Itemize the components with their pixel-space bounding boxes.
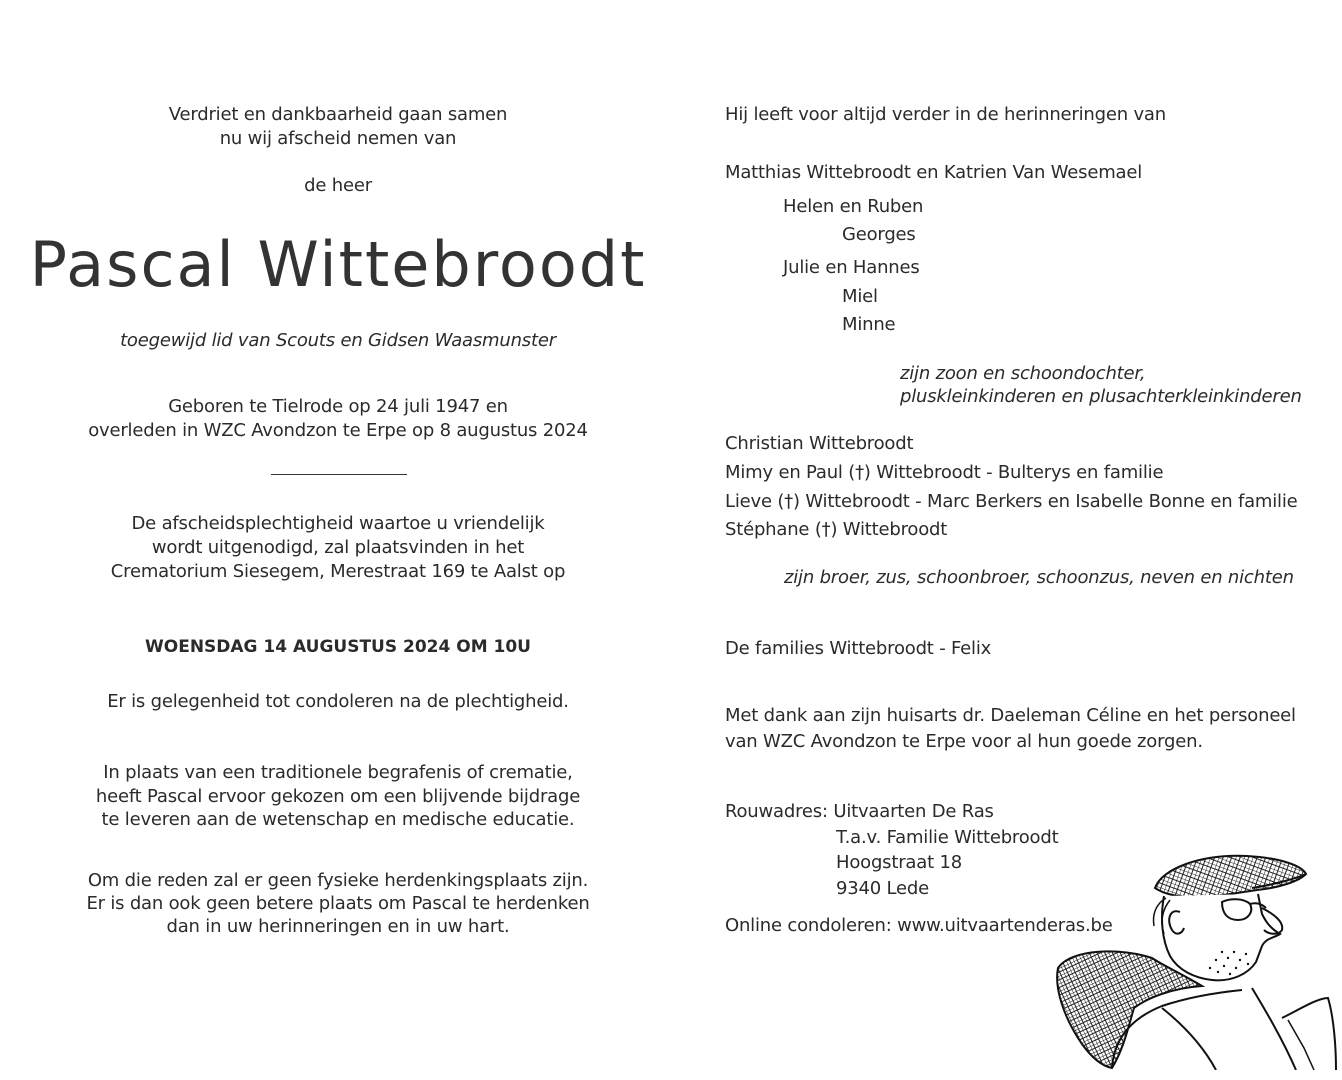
address-line-2: Hoogstraat 18 xyxy=(836,852,962,873)
address-line-1: T.a.v. Familie Wittebroodt xyxy=(836,827,1059,848)
condolence-note: Er is gelegenheid tot condoleren na de plechtigheid. xyxy=(107,691,569,712)
divider xyxy=(271,474,407,475)
relation-siblings: zijn broer, zus, schoonbroer, schoonzus, neven en nichten xyxy=(784,567,1294,588)
science-line-2: heeft Pascal ervoor gekozen om een blijvende bijdrage xyxy=(95,786,581,807)
great-grandchild-1: Georges xyxy=(842,224,916,245)
science-line-3: te leveren aan de wetenschap en medische educatie. xyxy=(101,809,575,830)
relation-line-2: pluskleinkinderen en plusachterkleinkinderen xyxy=(900,386,1302,407)
thanks-line-1: Met dank aan zijn huisarts dr. Daeleman Céline en het personeel xyxy=(725,705,1296,726)
sibling-4: Stéphane (†) Wittebroodt xyxy=(725,519,948,540)
deceased-name: Pascal Wittebroodt xyxy=(29,228,647,301)
grandchild-couple-2: Julie en Hannes xyxy=(783,257,920,278)
memory-line-1: Om die reden zal er geen fysieke herdenkingsplaats zijn. xyxy=(87,870,589,891)
sibling-3: Lieve (†) Wittebroodt - Marc Berkers en Isabelle Bonne en familie xyxy=(725,491,1298,512)
ceremony-date: WOENSDAG 14 AUGUSTUS 2024 OM 10U xyxy=(145,637,531,657)
birth-line-2: overleden in WZC Avondzon te Erpe op 8 augustus 2024 xyxy=(88,420,588,441)
grandchild-couple-1: Helen en Ruben xyxy=(783,196,924,217)
online-condolence: Online condoleren: www.uitvaartenderas.be xyxy=(725,915,1113,936)
great-grandchild-3: Minne xyxy=(842,314,896,335)
science-line-1: In plaats van een traditionele begrafenis of crematie, xyxy=(103,762,573,783)
remembrance-intro: Hij leeft voor altijd verder in de herinneringen van xyxy=(725,104,1166,125)
memory-line-2: Er is dan ook geen betere plaats om Pascal te herdenken xyxy=(86,893,590,914)
sibling-1: Christian Wittebroodt xyxy=(725,433,914,454)
address-line-3: 9340 Lede xyxy=(836,878,930,899)
address-label: Rouwadres: Uitvaarten De Ras xyxy=(725,801,994,822)
memory-line-3: dan in uw herinneringen en in uw hart. xyxy=(166,916,510,937)
ceremony-line-3: Crematorium Siesegem, Merestraat 169 te Aalst op xyxy=(110,561,566,582)
great-grandchild-2: Miel xyxy=(842,286,878,307)
dedication: toegewijd lid van Scouts en Gidsen Waasmunster xyxy=(120,330,556,351)
son-couple: Matthias Wittebroodt en Katrien Van Wesemael xyxy=(725,162,1143,183)
birth-line-1: Geboren te Tielrode op 24 juli 1947 en xyxy=(168,396,508,417)
intro-line-1: Verdriet en dankbaarheid gaan samen xyxy=(168,104,508,125)
caricature-portrait-illustration xyxy=(1052,848,1337,1070)
title-prefix: de heer xyxy=(304,175,372,196)
sibling-2: Mimy en Paul (†) Wittebroodt - Bulterys en familie xyxy=(725,462,1164,483)
thanks-line-2: van WZC Avondzon te Erpe voor al hun goede zorgen. xyxy=(725,731,1203,752)
intro-line-2: nu wij afscheid nemen van xyxy=(219,128,457,149)
ceremony-line-2: wordt uitgenodigd, zal plaatsvinden in het xyxy=(151,537,525,558)
ceremony-line-1: De afscheidsplechtigheid waartoe u vriendelijk xyxy=(131,513,545,534)
relation-line-1: zijn zoon en schoondochter, xyxy=(900,363,1146,384)
families: De families Wittebroodt - Felix xyxy=(725,638,992,659)
